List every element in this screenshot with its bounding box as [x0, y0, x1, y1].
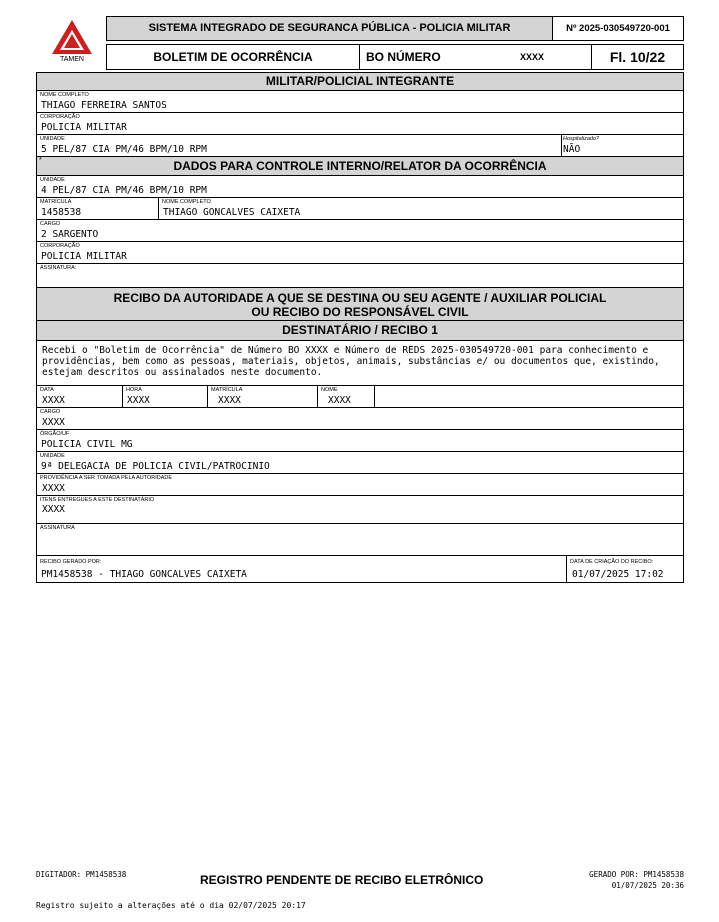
sheet-number: Fl. 10/22: [609, 49, 666, 65]
receipt-action-label: PROVIDÊNCIA A SER TOMADA PELA AUTORIDADE: [40, 475, 173, 481]
control-reg-label: MATRÍCULA: [40, 199, 72, 205]
receipt-text-block: [36, 341, 684, 386]
receipt-date-label: DATA: [40, 387, 54, 393]
footer-generated-by: GERADO POR: PM1458538: [589, 870, 684, 879]
control-unit: 4 PEL/87 CIA PM/46 BPM/10 RPM: [41, 185, 207, 196]
bo-number-box: [359, 44, 592, 70]
receipt-action: XXXX: [42, 483, 65, 494]
member-name-row: [36, 91, 684, 113]
member-name: THIAGO FERREIRA SANTOS: [41, 100, 167, 111]
receipt-org: POLICIA CIVIL MG: [41, 439, 133, 450]
receipt-rank-row: [36, 408, 684, 430]
footer-pending: REGISTRO PENDENTE DE RECIBO ELETRÔNICO: [200, 873, 484, 887]
receipt-generated-row: [36, 556, 684, 583]
receipt-title-line2: OU RECIBO DO RESPONSÁVEL CIVIL: [251, 305, 469, 319]
member-corp-label: CORPORAÇÃO: [40, 114, 80, 120]
member-hospital-label: Hospitalizado?: [563, 136, 600, 142]
receipt-unit-label: UNIDADE: [40, 453, 65, 459]
receipt-time-label: HORA: [126, 387, 142, 393]
control-signature-row: [36, 264, 684, 288]
receipt-org-label: ÓRGÃO/UF: [40, 431, 70, 437]
receipt-items-row: [36, 496, 684, 524]
control-section-header: [36, 157, 684, 176]
document-number-box: [552, 16, 684, 41]
receipt-rank-label: CARGO: [40, 409, 61, 415]
bo-number-label: BO NÚMERO: [366, 50, 441, 64]
bo-number-value: XXXX: [520, 52, 545, 62]
receipt-reg: XXXX: [218, 395, 241, 406]
member-corp-row: [36, 113, 684, 135]
recipient-header: [36, 321, 684, 341]
member-name-label: NOME COMPLETO: [40, 92, 89, 98]
footer-generated-at: 01/07/2025 20:36: [611, 881, 684, 890]
receipt-generated-by-label: RECIBO GERADO POR:: [40, 559, 102, 565]
receipt-text-line2: providências, bem como as pessoas, materiais, objetos, animais, substâncias e/ ou documentos que, existindo,: [42, 356, 660, 367]
receipt-signature-row: [36, 524, 684, 556]
receipt-action-row: [36, 474, 684, 496]
control-rank-label: CARGO: [40, 221, 61, 227]
document-number: Nº 2025-030549720-001: [566, 23, 670, 34]
receipt-unit: 9ª DELEGACIA DE POLICIA CIVIL/PATROCINIO: [41, 461, 270, 472]
receipt-generated-by: PM1458538 - THIAGO GONCALVES CAIXETA: [41, 569, 247, 580]
member-unit-label: UNIDADE: [40, 136, 65, 142]
receipt-created: 01/07/2025 17:02: [572, 569, 664, 580]
control-rank-row: [36, 220, 684, 242]
member-section-header: [36, 72, 684, 91]
member-section-title: MILITAR/POLICIAL INTEGRANTE: [265, 74, 455, 88]
doc-title: BOLETIM DE OCORRÊNCIA: [153, 50, 313, 64]
member-unit-row: [36, 135, 684, 157]
receipt-time: XXXX: [127, 395, 150, 406]
receipt-signature-label: ASSINATURA: [40, 525, 75, 531]
member-hospital: NÃO: [563, 144, 581, 155]
svg-text:TAMEN: TAMEN: [60, 56, 84, 62]
control-unit-row: [36, 176, 684, 198]
receipt-org-row: [36, 430, 684, 452]
receipt-rank: XXXX: [42, 417, 65, 428]
receipt-title-line1: RECIBO DA AUTORIDADE A QUE SE DESTINA OU SEU AGENTE / AUXILIAR POLICIAL: [113, 291, 607, 305]
control-reg: 1458538: [41, 207, 82, 218]
receipt-reg-label: MATRÍCULA: [211, 387, 243, 393]
receipt-datetime-row: [36, 386, 684, 408]
control-corp: POLICIA MILITAR: [41, 251, 127, 262]
control-rank: 2 SARGENTO: [41, 229, 99, 240]
control-name-label: NOME COMPLETO: [162, 199, 211, 205]
receipt-text-line3: estejam descritos ou assinalados neste documento.: [42, 367, 323, 378]
control-signature-label: ASSINATURA:: [40, 265, 77, 271]
system-title-bar: [106, 16, 553, 41]
system-title: SISTEMA INTEGRADO DE SEGURANCA PÚBLICA - POLICIA MILITAR: [148, 22, 511, 34]
footer-typist: DIGITADOR: PM1458538: [36, 870, 127, 879]
receipt-text-line1: Recebi o "Boletim de Ocorrência" de Número BO XXXX e Número de REDS 2025-030549720-001 para conhecimento e: [42, 345, 649, 356]
control-id-row: [36, 198, 684, 220]
member-unit: 5 PEL/87 CIA PM/46 BPM/10 RPM: [41, 144, 207, 155]
receipt-unit-row: [36, 452, 684, 474]
sheet-box: [591, 44, 684, 70]
receipt-name-label: NOME: [321, 387, 338, 393]
receipt-date: XXXX: [42, 395, 65, 406]
recipient-title: DESTINATÁRIO / RECIBO 1: [282, 323, 438, 337]
control-corp-label: CORPORAÇÃO: [40, 243, 80, 249]
receipt-created-label: DATA DE CRIAÇÃO DO RECIBO:: [570, 559, 654, 565]
receipt-section-header: [36, 288, 684, 321]
coat-of-arms-logo: [50, 18, 94, 62]
receipt-items-label: ITENS ENTREGUES A ESTE DESTINATÁRIO: [40, 497, 155, 503]
control-corp-row: [36, 242, 684, 264]
control-section-title: DADOS PARA CONTROLE INTERNO/RELATOR DA OCORRÊNCIA: [173, 159, 547, 173]
footer-notice: Registro sujeito a alterações até o dia 02/07/2025 20:17: [36, 901, 306, 910]
doc-title-box: [106, 44, 360, 70]
receipt-name: XXXX: [328, 395, 351, 406]
member-corp: POLICIA MILITAR: [41, 122, 127, 133]
control-name: THIAGO GONCALVES CAIXETA: [163, 207, 301, 218]
control-marker: *: [39, 157, 42, 164]
receipt-items: XXXX: [42, 504, 65, 515]
control-unit-label: UNIDADE: [40, 177, 65, 183]
